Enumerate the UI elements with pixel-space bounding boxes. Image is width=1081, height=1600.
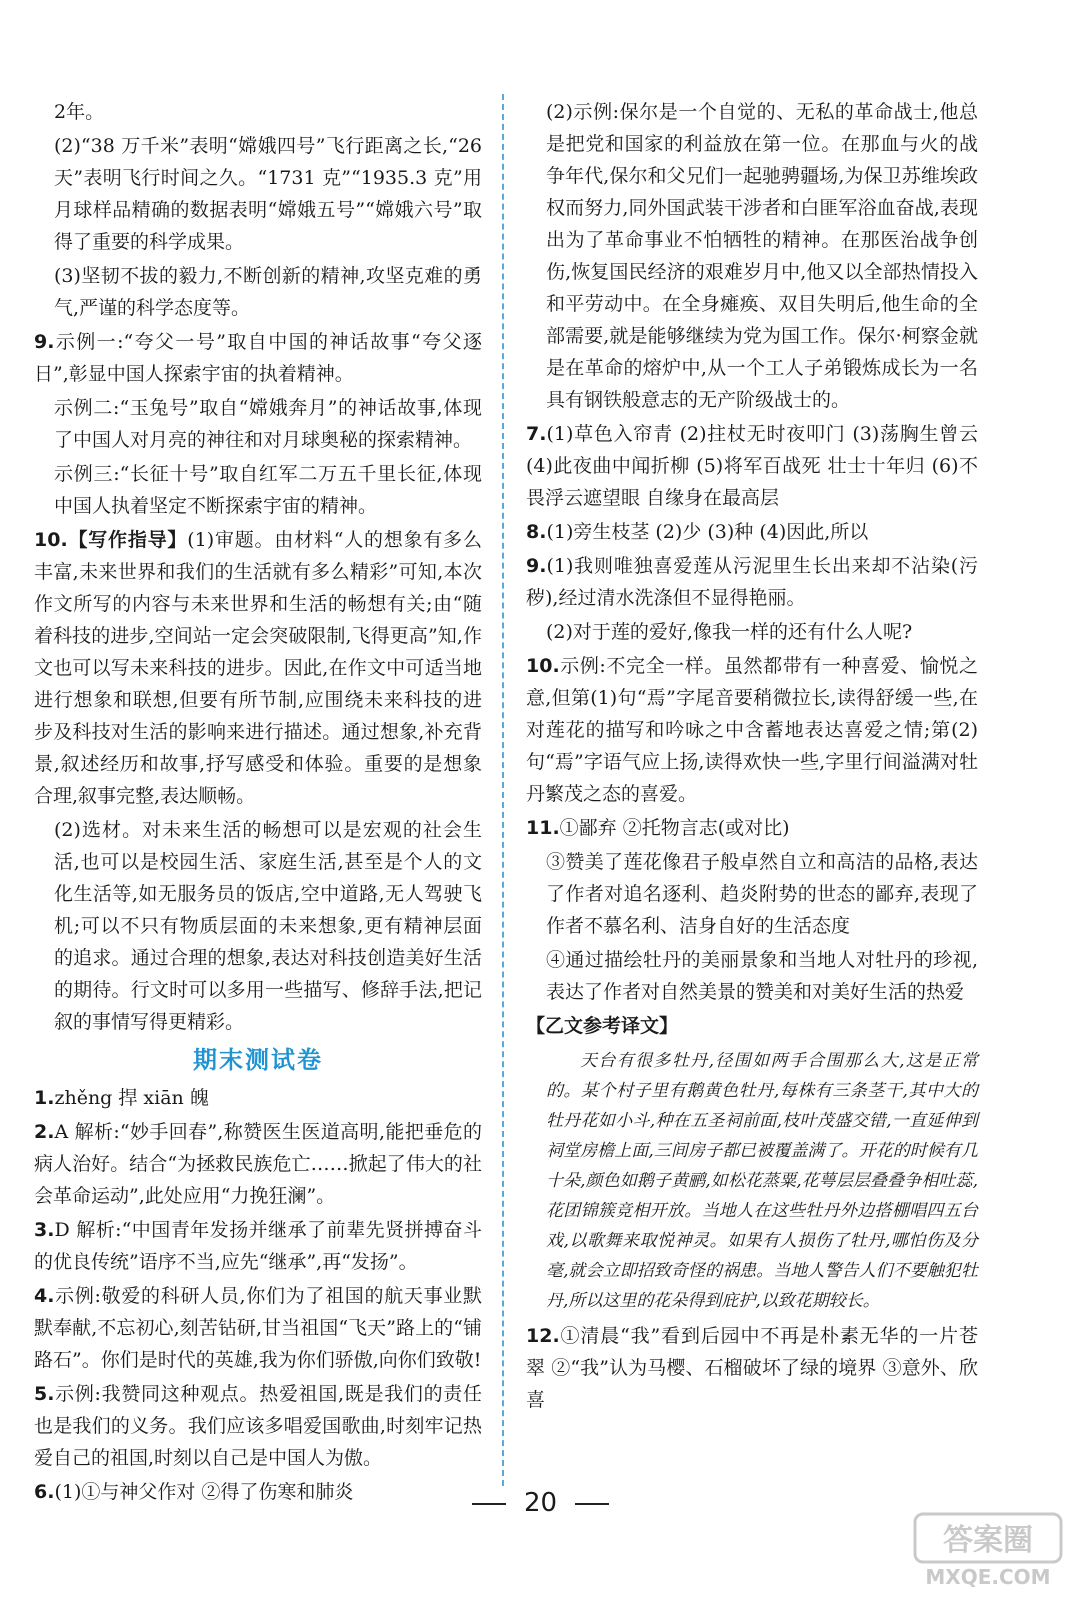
answer-text: D 解析:“中国青年发扬并继承了前辈先贤拼搏奋斗的优良传统”语序不当,应先“继承”,再“发扬”。 xyxy=(34,1219,482,1273)
question-number: 9. xyxy=(526,555,547,577)
answer-paragraph xyxy=(526,944,978,1008)
answer-text: (2)“38 万千米”表明“嫦娥四号”飞行距离之长,“26天”表明飞行时间之久。“1731 克”“1935.3 克”用月球样品精确的数据表明“嫦娥五号”“嫦娥六号”取得了重要的科学成果。 xyxy=(54,135,482,253)
answer-text: (1)我则唯独喜爱莲从污泥里生长出来却不沾染(污秽),经过清水洗涤但不显得艳丽。 xyxy=(526,555,978,609)
right-column xyxy=(526,96,978,1418)
answer-text: 示例三:“长征十号”取自红军二万五千里长征,体现中国人执着坚定不断探索宇宙的精神。 xyxy=(54,463,482,517)
left-answers xyxy=(34,96,482,1038)
svg-text:MXQE.COM: MXQE.COM xyxy=(925,1565,1051,1589)
answer-text: (1)草色入帘青 (2)拄杖无时夜叩门 (3)荡胸生曾云 (4)此夜曲中闻折柳 (5)将军百战死 壮士十年归 (6)不畏浮云遮望眼 自缘身在最高层 xyxy=(526,423,978,509)
right-answers-2 xyxy=(526,1320,978,1416)
question-number: 3. xyxy=(34,1219,55,1241)
answer-text: zhěng 捍 xiān 魄 xyxy=(54,1087,209,1109)
answer-text: 2年。 xyxy=(54,101,105,123)
answer-paragraph xyxy=(526,96,978,416)
exam-answers xyxy=(34,1082,482,1508)
answer-text: ④通过描绘牡丹的美丽景象和当地人对牡丹的珍视,表达了作者对自然美景的赞美和对美好生活的热爱 xyxy=(546,949,978,1003)
answer-paragraph xyxy=(34,326,482,390)
answer-text: 示例:敬爱的科研人员,你们为了祖国的航天事业默默奉献,不忘初心,刻苦钻研,甘当祖国“飞天”路上的“铺路石”。你们是时代的英雄,我为你们骄傲,向你们致敬! xyxy=(34,1285,482,1371)
answer-text: ①清晨“我”看到后园中不再是朴素无华的一片苍翠 ②“我”认为马樱、石榴破坏了绿的境界 ③意外、欣喜 xyxy=(526,1325,978,1411)
question-number: 10. xyxy=(34,529,68,551)
answer-text: (2)选材。对未来生活的畅想可以是宏观的社会生活,也可以是校园生活、家庭生活,甚至是个人的文化生活等,如无服务员的饭店,空中道路,无人驾驶飞机;可以不只有物质层面的未来想象,更有精神层面的追求。通过合理的想象,表达对科技创造美好生活的期待。行文时可以多用一些描写、修辞手法,把记叙的事情写得更精彩。 xyxy=(54,819,482,1033)
question-number: 1. xyxy=(34,1087,55,1109)
answer-text: (3)坚韧不拔的毅力,不断创新的精神,攻坚克难的勇气,严谨的科学态度等。 xyxy=(54,265,482,319)
answer-paragraph xyxy=(526,846,978,942)
answer-text: 示例一:“夸父一号”取自中国的神话故事“夸父逐日”,彰显中国人探索宇宙的执着精神。 xyxy=(34,331,482,385)
answer-paragraph xyxy=(526,616,978,648)
answer-paragraph xyxy=(526,812,978,844)
answer-text: (1)旁生枝茎 (2)少 (3)种 (4)因此,所以 xyxy=(546,521,869,543)
question-number: 10. xyxy=(526,655,560,677)
answer-paragraph xyxy=(34,260,482,324)
question-number: 6. xyxy=(34,1481,55,1503)
answer-paragraph xyxy=(34,1082,482,1114)
answer-text: ③赞美了莲花像君子般卓然自立和高洁的品格,表达了作者对追名逐利、趋炎附势的世态的鄙弃,表现了作者不慕名利、洁身自好的生活态度 xyxy=(546,851,978,937)
answer-text: (2)对于莲的爱好,像我一样的还有什么人呢? xyxy=(546,621,913,643)
dash-left xyxy=(472,1503,506,1505)
right-answers xyxy=(526,96,978,1008)
answer-paragraph xyxy=(526,418,978,514)
left-column xyxy=(34,96,482,1510)
answer-paragraph xyxy=(34,524,482,812)
translation-heading: 【乙文参考译文】 xyxy=(526,1015,679,1037)
answer-paragraph xyxy=(526,550,978,614)
answer-text: 示例:我赞同这种观点。热爱祖国,既是我们的责任也是我们的义务。我们应该多唱爱国歌曲,时刻牢记热爱自己的祖国,时刻以自己是中国人为傲。 xyxy=(34,1383,482,1469)
question-number: 2. xyxy=(34,1121,55,1143)
answer-text: A 解析:“妙手回春”,称赞医生医道高明,能把垂危的病人治好。结合“为拯救民族危亡……掀起了伟大的社会革命运动”,此处应用“力挽狂澜”。 xyxy=(34,1121,482,1207)
answer-paragraph xyxy=(34,392,482,456)
question-number: 5. xyxy=(34,1383,55,1405)
question-number: 7. xyxy=(526,423,547,445)
column-divider xyxy=(502,94,504,1486)
section-title: 期末测试卷 xyxy=(193,1046,323,1074)
answer-text: (1)①与神父作对 ②得了伤寒和肺炎 xyxy=(54,1481,354,1503)
question-number: 4. xyxy=(34,1285,55,1307)
question-number: 8. xyxy=(526,521,547,543)
answer-paragraph xyxy=(34,1116,482,1212)
answer-paragraph xyxy=(34,458,482,522)
answer-paragraph xyxy=(34,1280,482,1376)
answer-text: ①鄙弃 ②托物言志(或对比) xyxy=(559,817,790,839)
answer-paragraph xyxy=(34,130,482,258)
answer-paragraph xyxy=(526,516,978,548)
question-number: 12. xyxy=(526,1325,560,1347)
dash-right xyxy=(575,1503,609,1505)
svg-text:答案圈: 答案圈 xyxy=(943,1523,1033,1558)
answer-paragraph xyxy=(34,1378,482,1474)
question-number: 11. xyxy=(526,817,560,839)
answer-paragraph xyxy=(526,1320,978,1416)
answer-paragraph xyxy=(34,814,482,1038)
answer-paragraph xyxy=(34,96,482,128)
translation-text: 天台有很多牡丹,径围如两手合围那么大,这是正常的。某个村子里有鹅黄色牡丹,每株有三条茎干,其中大的牡丹花如小斗,种在五圣祠前面,枝叶茂盛交错,一直延伸到祠堂房檐上面,三间房子都已被覆盖满了。开花的时候有几十朵,颜色如鹅子黄鹂,如松花蒸粟,花萼层层叠叠争相吐蕊,花团锦簇竞相开放。当地人在这些牡丹外边搭棚唱四五台戏,以歌舞来取悦神灵。如果有人损伤了牡丹,哪怕伤及分毫,就会立即招致奇怪的祸患。当地人警告人们不要触犯牡丹,所以这里的花朵得到庇护,以致花期较长。 xyxy=(546,1051,978,1311)
answer-text: 示例二:“玉兔号”取自“嫦娥奔月”的神话故事,体现了中国人对月亮的神往和对月球奥秘的探索精神。 xyxy=(54,397,482,451)
answer-text: (1)审题。由材料“人的想象有多么丰富,未来世界和我们的生活就有多么精彩”可知,本次作文所写的内容与未来世界和生活的畅想有关;由“随着科技的进步,空间站一定会突破限制,飞得更高”知,作文也可以写未来科技的进步。因此,在作文中可适当地进行想象和联想,但要有所节制,应围绕未来科技的进步及科技对生活的影响来进行描述。通过想象,补充背景,叙述经历和故事,抒写感受和体验。重要的是想象合理,叙事完整,表达顺畅。 xyxy=(34,529,482,807)
watermark-logo xyxy=(913,1512,1063,1590)
bracket-heading: 【写作指导】 xyxy=(67,529,188,551)
answer-paragraph xyxy=(34,1214,482,1278)
answer-text: (2)示例:保尔是一个自觉的、无私的革命战士,他总是把党和国家的利益放在第一位。在那血与火的战争年代,保尔和父兄们一起驰骋疆场,为保卫苏维埃政权而努力,同外国武装干涉者和白匪军浴血奋战,表现出为了革命事业不怕牺牲的精神。在那医治战争创伤,恢复国民经济的艰难岁月中,他又以全部热情投入和平劳动中。在全身瘫痪、双目失明后,他生命的全部需要,就是能够继续为党为国工作。保尔·柯察金就是在革命的熔炉中,从一个工人子弟锻炼成长为一名具有钢铁般意志的无产阶级战士的。 xyxy=(546,101,978,411)
question-number: 9. xyxy=(34,331,55,353)
answer-text: 示例:不完全一样。虽然都带有一种喜爱、愉悦之意,但第(1)句“焉”字尾音要稍微拉长,读得舒缓一些,在对莲花的描写和吟咏之中含蓄地表达喜爱之情;第(2)句“焉”字语气应上扬,读得欢快一些,字里行间溢满对牡丹繁茂之态的喜爱。 xyxy=(526,655,978,805)
answer-paragraph xyxy=(526,650,978,810)
page-number: 20 xyxy=(0,1488,1081,1518)
